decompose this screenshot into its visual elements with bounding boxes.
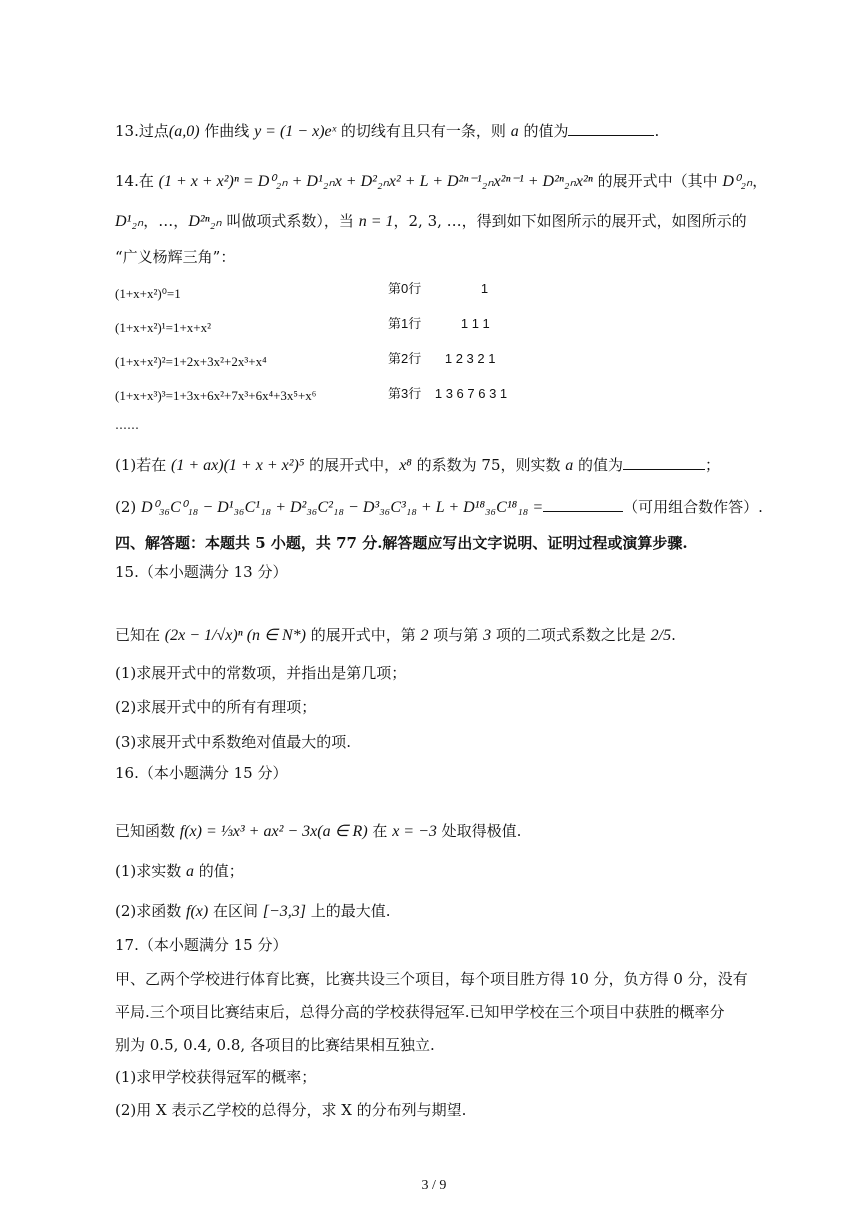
q15-stem: [115, 624, 676, 647]
q13-answer-blank: [568, 121, 654, 136]
row-label: 第0行: [388, 281, 422, 296]
q14-sub2-b: （可用组合数作答）.: [623, 498, 763, 516]
q14-sub1-b: 的展开式中，: [304, 456, 400, 474]
question-14-line3: [115, 246, 235, 268]
q14-mid: 的展开式中（其中: [592, 172, 723, 190]
q15-part-3: (3)求展开式中系数绝对值最大的项.: [115, 733, 352, 751]
q15-ratio-den: 5: [663, 627, 672, 644]
q15-ratio-num: 2: [650, 627, 659, 644]
q15-binomial: (2x − 1/√x)ⁿ (n ∈ N*): [164, 627, 306, 644]
q14-expansion-formula: (1 + x + x²)ⁿ = D⁰₂ₙ + D¹₂ₙx + D²₂ₙx² + L + D²ⁿ⁻¹₂ₙx²ⁿ⁻¹ + D²ⁿ₂ₙx²ⁿ: [158, 173, 593, 190]
q13-curve: y = (1 − x)eˣ: [254, 123, 337, 140]
q14-sub2-answer-blank: [543, 497, 623, 512]
triangle-row-1: [388, 313, 490, 332]
q14-sub1-answer-blank: [623, 455, 705, 470]
q14-d2n: D²ⁿ₂ₙ: [188, 213, 222, 230]
q17-stem-line-1: 甲、乙两个学校进行体育比赛，比赛共设三个项目，每个项目胜方得 10 分，负方得 0 分，没有: [115, 970, 748, 988]
q16-stem-a: 已知函数: [115, 822, 180, 840]
q16-p1-b: 的值；: [194, 862, 244, 880]
triangle-expr-row-3: (1+x+x³)³=1+3x+6x²+7x³+6x⁴+3x⁵+x⁶: [115, 388, 317, 403]
q14-sub1-c: 的系数为 75，则实数: [411, 456, 566, 474]
q15-stem-d: 项的二项式系数之比是: [491, 626, 651, 644]
triangle-expr-row-1: (1+x+x²)¹=1+x+x²: [115, 320, 212, 335]
q16-stem-c: 处取得极值.: [436, 822, 522, 840]
q14-sub1-formula: (1 + ax)(1 + x + x²)⁵: [171, 457, 305, 474]
triangle-expr-row-2: (1+x+x²)²=1+2x+3x²+2x³+x⁴: [115, 354, 267, 369]
q16-p2-b: 在区间: [208, 902, 263, 920]
triangle-ellipsis: ……: [115, 418, 139, 432]
row-numbers: 1 2 3 2 1: [444, 351, 496, 366]
q15-part-1: (1)求展开式中的常数项，并指出是第几项；: [115, 664, 407, 682]
question-14-sub1: [115, 454, 720, 477]
q13-text: 13.过点: [115, 122, 169, 140]
triangle-row-2: [388, 348, 495, 367]
q15-ratio: 2/5: [650, 627, 672, 644]
triangle-expr-row-0: (1+x+x²)⁰=1: [115, 286, 181, 301]
q14-sub2-formula: D⁰₃₆C⁰₁₈ − D¹₃₆C¹₁₈ + D²₃₆C²₁₈ − D³₃₆C³₁₈ + L + D¹⁸₃₆C¹⁸₁₈ =: [141, 499, 544, 516]
q13-point: (a,0): [168, 123, 200, 140]
q16-interval: [−3,3]: [262, 903, 307, 920]
question-14-sub2: [115, 496, 763, 519]
q17-part-2: (2)用 X 表示乙学校的总得分，求 X 的分布列与期望.: [115, 1101, 467, 1119]
q17-stem-line-2: 平局.三个项目比赛结束后，总得分高的学校获得冠军.已知甲学校在三个项目中获胜的概率分: [115, 1003, 725, 1021]
q16-fx: f(x): [186, 903, 209, 920]
q16-stem: [115, 820, 521, 843]
q15-stem-a: 已知在: [115, 626, 165, 644]
q16-p2-c: 上的最大值.: [306, 902, 391, 920]
row-label: 第3行: [388, 386, 422, 401]
q15-part-2: (2)求展开式中的所有有理项；: [115, 698, 317, 716]
q14-sub2-a: (2): [115, 498, 142, 516]
q17-title: 17.（本小题满分 15 分）: [115, 936, 288, 954]
q15-stem-b: 的展开式中，第: [305, 626, 421, 644]
q15-title: 15.（本小题满分 13 分）: [115, 563, 288, 581]
q14-sub1-a: (1)若在: [115, 456, 172, 474]
q17-part-1: (1)求甲学校获得冠军的概率；: [115, 1068, 317, 1086]
q14-sub1-x8: x⁸: [399, 457, 412, 474]
q15-term-2: 2: [420, 627, 429, 644]
q14-sub1-d: 的值为: [573, 456, 624, 474]
q16-var-a: a: [186, 863, 195, 880]
q13-text-c: 的切线有且只有一条，则: [336, 122, 511, 140]
question-14-line1: 14.在 (1 + x + x²)ⁿ = D⁰₂ₙ + D¹₂ₙx + D²₂ₙx² + L + D²ⁿ⁻¹₂ₙx²ⁿ⁻¹ + D²ⁿ₂ₙx²ⁿ 的展开式中（其中 D⁰₂ₙ，: [115, 172, 768, 190]
q17-stem-line-3: 别为 0.5, 0.4, 0.8, 各项目的比赛结果相互独立.: [115, 1036, 435, 1054]
q14-n: n = 1: [358, 213, 394, 230]
q14-line2-e: ，2, 3, …，得到如下如图所示的展开式，如图所示的: [393, 212, 747, 230]
q16-stem-b: 在: [367, 822, 393, 840]
q16-title: 16.（本小题满分 15 分）: [115, 764, 288, 782]
q16-x-value: x = −3: [392, 823, 437, 840]
q14-d0: D⁰₂ₙ: [722, 173, 753, 190]
question-13: 13.过点(a,0) 作曲线 y = (1 − x)eˣ 的切线有且只有一条，则 a 的值为 .: [115, 122, 660, 140]
row-label: 第2行: [388, 351, 422, 366]
page-number: 3 / 9: [421, 1178, 447, 1193]
q16-part-2: [115, 900, 391, 923]
q14-sub1-end: ；: [705, 456, 721, 474]
q14-prefix: 14.在: [115, 172, 159, 190]
row-numbers: 1: [480, 281, 489, 296]
row-numbers: 1 1 1: [460, 316, 490, 331]
q16-p2-a: (2)求函数: [115, 902, 187, 920]
q13-text-d: 的值为: [518, 122, 569, 140]
triangle-row-3: [388, 383, 507, 402]
q14-triangle-caption: “广义杨辉三角”：: [115, 248, 236, 266]
row-label: 第1行: [388, 316, 422, 331]
q15-term-3: 3: [483, 627, 492, 644]
q15-stem-end: .: [671, 626, 676, 644]
row-numbers: 1 3 6 7 6 3 1: [434, 386, 508, 401]
q14-d1: D¹₂ₙ: [115, 213, 144, 230]
q16-part-1: [115, 860, 244, 883]
q16-function: f(x) = ⅓x³ + ax² − 3x(a ∈ R): [179, 823, 368, 840]
q13-text-b: 作曲线: [199, 122, 255, 140]
q14-sub1-var: a: [565, 457, 574, 474]
q13-var-a: a: [510, 123, 519, 140]
q16-p1-a: (1)求实数: [115, 862, 187, 880]
section-heading: 四、解答题：本题共 5 小题，共 77 分.解答题应写出文字说明、证明过程或演算步骤.: [115, 534, 688, 552]
question-14-line2: [115, 210, 747, 233]
q14-line2-b: ，…，: [143, 212, 189, 230]
q14-line2-d: 叫做项式系数），当: [221, 212, 359, 230]
q15-stem-c: 项与第: [428, 626, 484, 644]
triangle-row-0: [388, 278, 488, 297]
